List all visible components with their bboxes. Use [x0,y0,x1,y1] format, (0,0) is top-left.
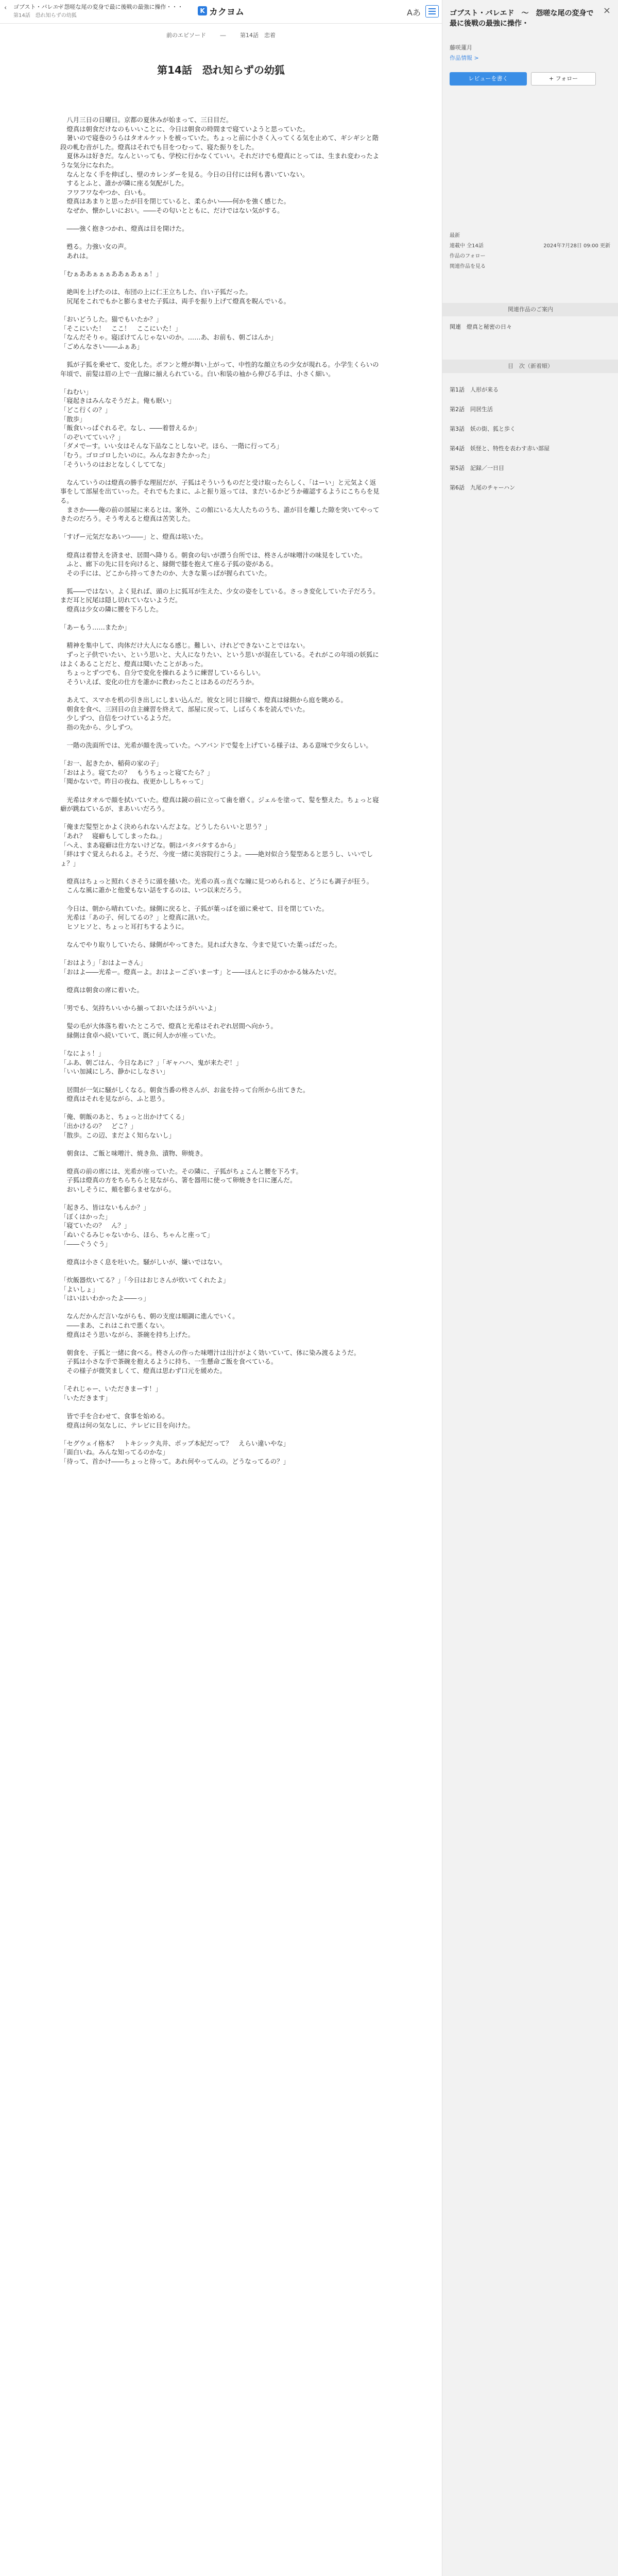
body-paragraph: 指の先から、少しずつ。 [60,723,137,731]
body-paragraph: あえて、スマホを机の引き出しにしまい込んだ。彼女と同じ目線で、燈真は縁側から庭を眺める。 [60,696,347,704]
body-paragraph [60,750,382,759]
body-paragraph [60,261,382,270]
body-paragraph [60,686,382,696]
body-paragraph: なんでやり取りしていたら、縁側がやってきた。見れば大きな、今まで見ていた葉っぱだった。 [60,941,341,949]
info-row [450,231,610,239]
body-paragraph: 「待って、首かけ――ちょっと待って。あれ何やってんの。どうなってるの？」 [60,1457,290,1465]
body-paragraph: 一階の洗面所では、光希が顔を洗っていた。ヘアバンドで髪を上げている様子は、ある意味で少女らしい。 [60,741,372,749]
body-paragraph [60,1266,382,1276]
body-paragraph: 「俺まだ髪型とかよく決められないんだよな。どうしたらいいと思う？」 [60,823,271,831]
body-paragraph: ――まあ、これはこれで悪くない。 [60,1321,169,1329]
body-paragraph: 絶叫を上げたのは、布団の上に仁王立ちした、白い子狐だった。 [60,288,252,296]
info-label: 連載中 全14話 [450,243,484,249]
body-paragraph: 「ぬいぐるみじゃないから、ほら、ちゃんと座って」 [60,1231,214,1239]
body-paragraph [60,786,382,795]
body-paragraph: なんていうのは燈真の勝手な理屈だが、子狐はそういうものだと受け取ったらしく、「はーい」と元気よく返事をして部屋を出ていった。それでもたまに、ふと振り返っては、まだいるかどうか確認するようにこちらを見る。 [60,478,380,504]
follow-button[interactable]: + フォロー [531,72,596,86]
body-paragraph [60,1140,382,1149]
info-row[interactable] [450,262,610,269]
body-paragraph: 光希は「あの子、何してるの？」と燈真に訊いた。 [60,913,214,922]
body-paragraph: 「どこ行くの？」 [60,406,112,414]
body-paragraph: あれは。 [60,251,92,260]
body-paragraph [60,1104,382,1113]
episode-nav [0,31,442,39]
info-label[interactable]: 作品のフォロー [450,253,486,259]
body-paragraph: 朝食は、ご飯と味噌汁、焼き魚、漬物、卵焼き。 [60,1149,207,1157]
body-paragraph [60,931,382,940]
work-info-link[interactable]: 作品情報 > [450,55,479,61]
body-paragraph: なぜか、懐かしいにおい。――その匂いとともに、だけではない気がする。 [60,206,284,214]
body-paragraph: 「起きろ、皆はないもんか？」 [60,1204,150,1212]
info-row[interactable] [450,251,610,259]
body-paragraph: ずっと子供でいたい、という思いと、大人になりたい、という思いが混在している。それがこの年頃の妖狐にはよくあることだと、燈真は聞いたことがあった。 [60,651,379,668]
body-paragraph [60,1040,382,1049]
body-paragraph: 「むう。ゴロゴロしたいのに。みんなおきたかった」 [60,451,214,459]
body-paragraph: するとふと、誰かが隣に座る気配がした。 [60,179,188,188]
body-paragraph: 「ふあ、朝ごはん、今日なあに？」「ギャハハ、鬼が来たぞ！」 [60,1058,243,1066]
body-paragraph: 燈真はちょっと照れくさそうに頭を掻いた。光希の真っ直ぐな瞳に見つめられると、どうにも調子が狂う。 [60,877,373,885]
info-value: 2024年7月28日 09:00 更新 [543,243,610,249]
body-paragraph: 今日は、朝から晴れていた。縁側に戻ると、子狐が葉っぱを頭に乗せて、目を閉じていた。 [60,904,329,912]
body-paragraph [60,279,382,288]
body-paragraph: 「おはよう。寝てたの？ もうちょっと寝てたら？」 [60,768,214,776]
body-paragraph: 「俺、朝飯のあと、ちょっと出かけてくる」 [60,1113,188,1121]
body-paragraph: 子狐は燈真の方をちらちらと見ながら、箸を器用に使って卵焼きを口に運んだ。 [60,1176,297,1184]
body-paragraph [60,1339,382,1348]
body-paragraph: おいしそうに、頬を膨らませながら。 [60,1185,176,1194]
body-paragraph: 「男でも、気持ちいいから揃っておいたほうがいいよ」 [60,1004,220,1012]
body-paragraph: 「寝起きはみんなそうだよ。俺も眠い」 [60,397,176,405]
body-paragraph: 燈真は朝食の席に着いた。 [60,986,144,994]
episode-list-item[interactable]: 第2話 同居生活 [450,406,493,413]
body-paragraph [60,351,382,360]
body-paragraph: ――強く抱きつかれ、燈真は目を開けた。 [60,225,188,233]
body-paragraph: 精神を集中して、肉体だけ大人になる感じ。難しい、けれどできないことではない。 [60,641,309,650]
body-paragraph: 燈真はそう思いながら、茶碗を持ち上げた。 [60,1330,195,1338]
body-paragraph: 狐が子狐を乗せて、変化した。ポフンと煙が舞い上がって、中性的な顔立ちの少女が現れる。小学生くらいの年頃で、前髪は眉の上で一直線に揃えられている。白い和装の袖から伸びる手は、小さく細い。 [60,361,379,378]
episode-nav-separator: ― [220,32,226,39]
body-paragraph: 燈真はそれを見ながら、ふと思う。 [60,1095,169,1103]
close-icon[interactable]: × [603,5,611,16]
body-paragraph: 「そういうのはおとなしくしててな」 [60,460,169,468]
font-size-toggle[interactable]: Aあ [407,8,421,18]
body-paragraph: 「よいしょ」 [60,1285,99,1293]
body-paragraph: 「おはよ――光希ー。燈真ーよ。おはよーございまーす」と――ほんとに手のかかる妹みたいだ。 [60,968,341,976]
info-label: 最新 [450,233,460,239]
body-paragraph: 「絆はすぐ覚えられるよ。そうだ、今度一緒に美容院行こうよ。――絶対似合う髪型あると思うし、いいでしょ？」 [60,850,373,867]
body-paragraph [60,378,382,387]
body-paragraph: 燈真は何の気なしに、テレビに目を向けた。 [60,1421,194,1429]
body-paragraph: まさか――俺の前の部屋に来るとは。案外、この館にいる大人たちのうち、誰が目を離した隙を突いてやってきたのだろう。そう考えると燈真は苦笑した。 [60,505,380,523]
hamburger-icon[interactable] [425,5,439,18]
prev-episode-link[interactable]: 前のエピソード [166,32,206,39]
body-paragraph: 「出かけるの？ どこ？」 [60,1122,137,1130]
section-header-related: 関連作品のご案内 [442,303,618,316]
body-paragraph: 「それじゃー、いただきまーす！」 [60,1385,162,1393]
body-paragraph [60,306,382,315]
body-paragraph: ちょっとずつでも、自分で変化を操れるように練習しているらしい。 [60,669,265,677]
body-paragraph: 「ねむい」 [60,387,92,396]
body-paragraph [60,732,382,741]
body-paragraph: 「そこにいた！ ここ！ ここにいた！」 [60,324,182,332]
breadcrumb-work-subtitle[interactable]: 〜 怨嗟な尾の変身で最に後戦の最強に操作・・・ [57,4,183,10]
body-paragraph [60,814,382,823]
body-paragraph: 「のぞいてていい？」 [60,433,124,441]
body-paragraph: 「――ぐうぐう」 [60,1240,112,1248]
episode-list-item[interactable]: 第4話 妖怪と、特性を表わす赤い部屋 [450,445,550,452]
body-paragraph: その様子が微笑ましくて、燈真は思わず口元を緩めた。 [60,1366,226,1375]
body-paragraph: 暑いので寝巻のうらはタオルケットを被っていた。ちょっと前に小さく入ってくる気を止めて、ギシギシと階段の軋む音がした。燈真はそれでも目をつむって、寝た振りをした。 [60,134,379,151]
body-paragraph: 燈真はあまりと思ったが目を閉じていると、柔らかい――何かを強く感じた。 [60,197,290,206]
info-row [450,241,610,249]
body-paragraph: 「セグウェイ格本？ トキシック丸井、ボップ本紀だって？ えらい違いやな」 [60,1439,290,1447]
episode-title: 第14話 恐れ知らずの幼狐 [157,64,285,76]
reader-main [0,24,442,2576]
logo-text: カクヨム [209,7,244,18]
body-paragraph [60,1248,382,1258]
body-paragraph [60,215,382,225]
body-paragraph: フワフワなやつか、白いも。 [60,188,150,196]
body-paragraph: 「散歩。この辺、まだよく知らないし」 [60,1131,176,1139]
episode-body [60,115,382,1466]
episode-list-item[interactable]: 第1話 人形が来る [450,386,499,393]
body-paragraph [60,1376,382,1385]
body-paragraph: 夏休みは好きだ。なんといっても、学校に行かなくていい。それだけでも燈真にとっては、生まれ変わったような気分になれた。 [60,152,380,169]
body-paragraph: 狐――ではない。よく見れば、頭の上に狐耳が生えた、少女の姿をしている。さっき変化していた子だろう。まだ耳と尻尾は隠し切れていないようだ。 [60,587,380,604]
breadcrumb-episode: 第14話 恐れ知らずの幼狐 [13,13,77,19]
body-paragraph: 「あれ？ 寝癖もしてしまったね。」 [60,832,166,840]
body-paragraph: 「むぁああぁぁぁああぁあぁぁ！」 [60,270,162,278]
body-paragraph: 居間が一気に騒がしくなる。朝食当番の柊さんが、お盆を持って台所から出てきた。 [60,1086,310,1094]
body-paragraph: 「あーもう……またか」 [60,623,131,632]
info-label[interactable]: 関連作品を見る [450,264,486,269]
body-paragraph: 光希はタオルで顔を拭いていた。燈真は鏡の前に立って歯を磨く。ジェルを塗って、髪を整えた。ちょっと寝癖が跳ねているが、まあいいだろう。 [60,795,379,813]
body-paragraph: 縁側は食卓へ続いていて、既に何人かが座っていた。 [60,1031,220,1039]
current-episode-label: 第14話 恋着 [240,32,276,39]
body-paragraph: 尻尾をこれでもかと膨らませた子狐は、両手を振り上げて燈真を睨んでいる。 [60,297,290,305]
site-logo[interactable] [198,5,244,16]
body-paragraph: 「いただきます」 [60,1394,112,1402]
episode-list-item[interactable]: 第5話 記録／一日目 [450,465,504,471]
body-paragraph [60,1402,382,1412]
breadcrumb-work-title[interactable]: ゴブスト・バレエド [13,4,64,10]
work-sidebar [442,0,618,2576]
body-paragraph [60,1430,382,1439]
body-paragraph [60,233,382,243]
write-review-button[interactable]: レビューを書く [450,72,527,86]
body-paragraph: 燈真の前の席には、光希が座っていた。その隣に、子狐がちょこんと腰を下ろす。 [60,1167,302,1175]
body-paragraph: 「おいどうした。猫でもいたか？」 [60,315,163,324]
body-paragraph [60,895,382,904]
body-paragraph: 子狐は小さな手で茶碗を抱えるように持ち、一生懸命ご飯を食べている。 [60,1358,278,1366]
body-paragraph: 「いい加減にしろ、静かにしなさい」 [60,1067,169,1076]
episode-list-item[interactable]: 第6話 九尾のチャーハン [450,484,516,491]
body-paragraph [60,614,382,623]
body-paragraph: 「聞かないで。昨日の夜ね、夜更かししちゃって」 [60,777,207,786]
body-paragraph [60,1013,382,1022]
body-paragraph [60,632,382,641]
body-paragraph: 「寝ていたの？ ん？」 [60,1222,131,1230]
body-paragraph: 「おはよう」「おはよーさん」 [60,959,147,967]
body-paragraph: こんな風に誰かと他愛もない話をするのは、いつ以来だろう。 [60,886,246,894]
author-name[interactable]: 藤咲蓮月 [450,44,472,51]
body-paragraph: 皆で手を合わせて、食事を始める。 [60,1412,169,1420]
body-paragraph: 朝食を食べ、三回目の自主練習を終えて、部屋に戻って、しばらく本を読んでいた。 [60,705,309,713]
body-paragraph: 燈真は着替えを済ませ、居間へ降りる。朝食の匂いが漂う台所では、柊さんが味噌汁の味見をしていた。 [60,551,367,559]
chevron-left-icon[interactable]: ‹ [4,4,7,12]
body-paragraph: 八月三日の日曜日。京都の夏休みが始まって、三日目だ。 [60,116,233,124]
body-paragraph [60,976,382,986]
body-paragraph: そういえば、変化の仕方を誰かに教わったことはあるのだろうか。 [60,677,258,686]
body-paragraph: 「炊飯器炊いてる？」「今日はおじさんが炊いてくれたよ」 [60,1276,230,1284]
body-paragraph: 髪の毛が大体落ち着いたところで、燈真と光希はそれぞれ居間へ向かう。 [60,1022,277,1030]
body-paragraph: 「面白いね。みんな知ってるのかな」 [60,1448,169,1456]
body-paragraph [60,578,382,587]
work-title[interactable]: ゴブスト・バレエド 〜 怨嗟な尾の変身で最に後戦の最強に操作・ [450,9,594,28]
body-paragraph: なんだかんだ言いながらも、朝の支度は順調に進んでいく。 [60,1312,239,1320]
episode-list-item[interactable]: 第3話 妖の街、狐と歩く [450,426,516,432]
body-paragraph [60,950,382,959]
body-paragraph [60,868,382,877]
body-paragraph: 甦る。力強い女の声。 [60,243,131,251]
body-paragraph: 「なんだそりゃ。寝ぼけてんじゃないのか。……あ、お前も、朝ごはんか」 [60,333,277,342]
body-paragraph: その手には、どこから持ってきたのか、大きな葉っぱが握られていた。 [60,569,271,577]
body-paragraph: 「飯食いっぱぐれるぞ。なし、――着替えるか」 [60,424,201,432]
body-paragraph: 「すげー元気だなあいつ――」と、燈真は呟いた。 [60,533,207,541]
body-paragraph: 燈真は小さく息を吐いた。騒がしいが、嫌いではない。 [60,1258,227,1266]
body-paragraph [60,995,382,1004]
body-paragraph: 燈真は少女の隣に腰を下ろした。 [60,605,163,614]
body-paragraph: 燈真は朝食だけなのもいいことに、今日は朝食の時間まで寝ていようと思っていた。 [60,125,310,133]
body-paragraph: 「なによぅ！」 [60,1049,105,1058]
body-paragraph: 朝食を、子狐と一緒に食べる。柊さんの作った味噌汁は出汁がよく効いていて、体に染み渡るようだ。 [60,1348,360,1357]
body-paragraph: 「ごめんなさい――ふぁあ」 [60,342,144,350]
body-paragraph [60,469,382,478]
body-paragraph [60,1076,382,1086]
body-paragraph: 「ぼくはかった」 [60,1212,112,1221]
body-paragraph: なんとなく手を伸ばし、壁のカレンダーを見る。今日の日付には何も書いていない。 [60,170,309,178]
related-work-item[interactable]: 関連 燈真と秘密の日々 [450,324,512,330]
body-paragraph [60,1303,382,1312]
body-paragraph: ヒソヒソと、ちょっと耳打ちするように。 [60,922,188,930]
logo-mark: K [198,6,207,15]
body-paragraph: 「散歩」 [60,415,86,423]
section-header-episodes: 目 次（新着順） [442,360,618,373]
body-paragraph: ふと、廊下の先に目を向けると、縁側で膝を抱えて座る子狐の姿がある。 [60,560,278,568]
body-paragraph: 「はいはいわかったよ――っ」 [60,1294,150,1302]
body-paragraph: 少しずつ、自信をつけているようだ。 [60,714,175,722]
body-paragraph: 「へえ、まあ寝癖は仕方ないけどな。朝はバタバタするから」 [60,841,239,849]
body-paragraph: 「お一、起きたか、稲荷の家の子」 [60,759,163,768]
body-paragraph: 「ダメでーす。いい女はそんな下品なことしないぞ。ほら、一階に行ってろ」 [60,442,283,450]
body-paragraph [60,1158,382,1167]
body-paragraph [60,523,382,533]
body-paragraph [60,541,382,551]
body-paragraph [60,1194,382,1204]
